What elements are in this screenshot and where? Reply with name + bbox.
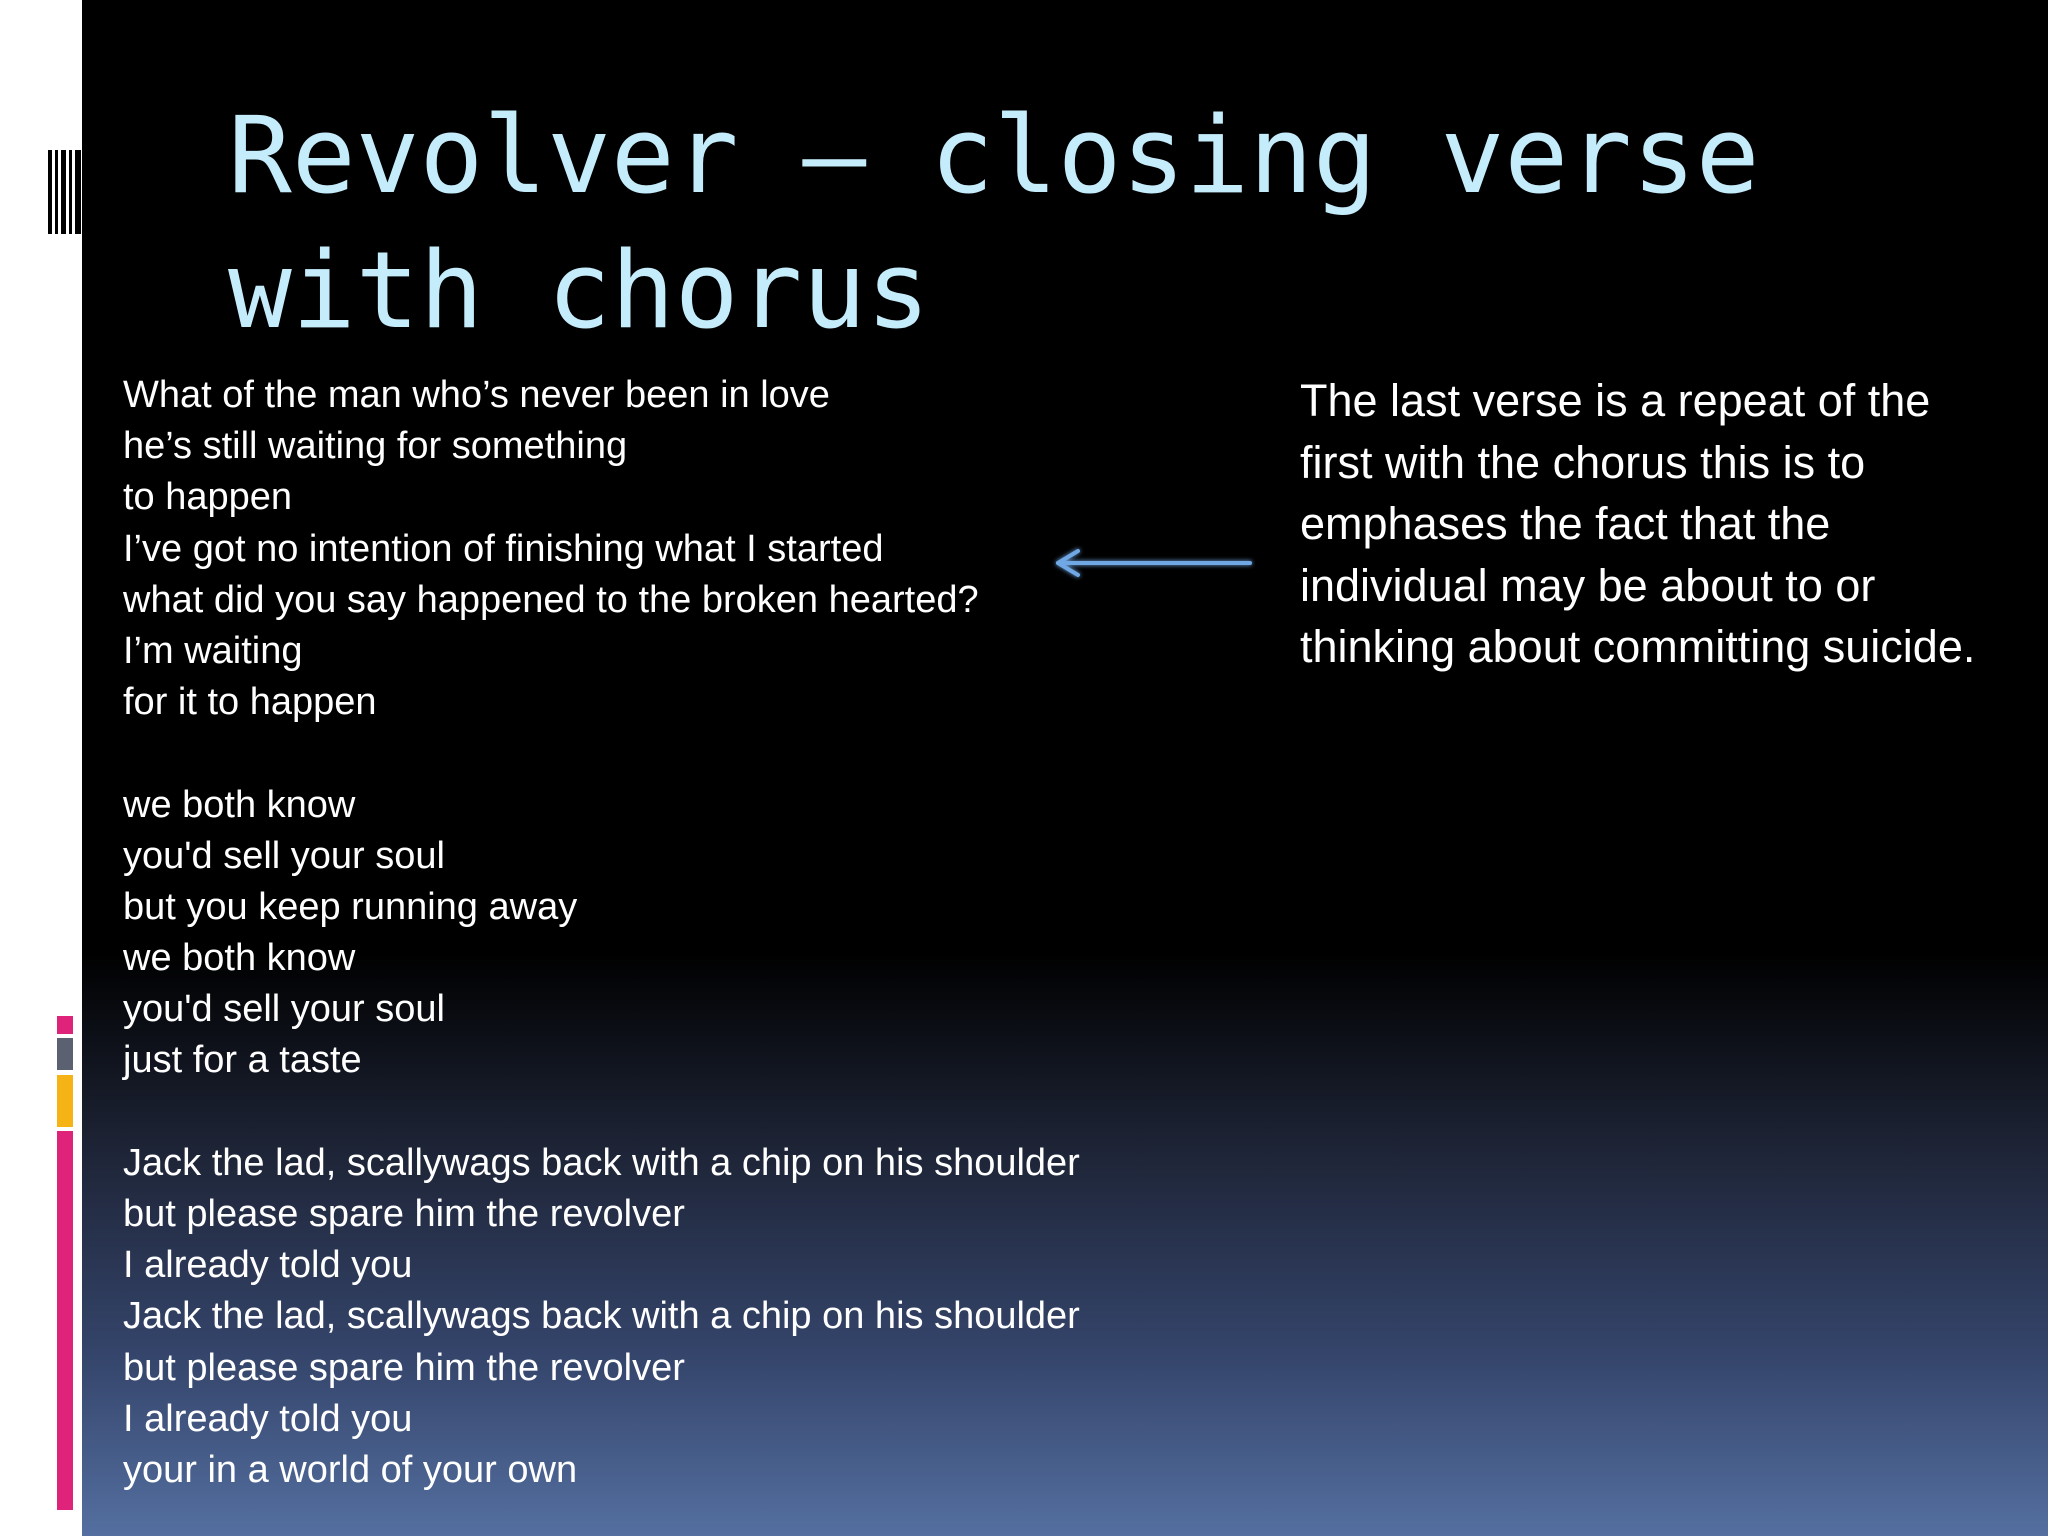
accent-bar-gold	[57, 1075, 73, 1127]
stanza-gap	[123, 1087, 1163, 1138]
title-line-1: Revolver – closing verse	[228, 94, 1760, 217]
lyric-line: but please spare him the revolver	[123, 1193, 685, 1235]
lyric-line: he’s still waiting for something	[123, 425, 628, 468]
accent-bar-gray	[57, 1038, 73, 1070]
lyric-line: What of the man who’s never been in love	[123, 374, 830, 416]
lyric-line: Jack the lad, scallywags back with a chip on his shoulder	[123, 1141, 1080, 1184]
accent-bar-magenta-small	[57, 1016, 73, 1034]
lyric-line: for it to happen	[123, 681, 377, 724]
lyric-line: your in a world of your own	[123, 1448, 578, 1491]
decor-stripes	[48, 150, 82, 234]
lyric-line: Jack the lad, scallywags back with a chip on his shoulder	[123, 1295, 1080, 1338]
lyric-line: I already told you	[123, 1244, 413, 1287]
lyric-line: you'd sell your soul	[123, 988, 445, 1031]
lyric-line: we both know	[123, 783, 356, 826]
lyric-line: we both know	[123, 937, 356, 980]
title-line-2: with chorus	[228, 229, 930, 352]
lyric-line: but please spare him the revolver	[123, 1346, 685, 1389]
lyric-line: to happen	[123, 476, 293, 519]
lyric-line: what did you say happened to the broken hearted?	[123, 578, 979, 621]
lyric-line: I already told you	[123, 1397, 413, 1440]
accent-bar-magenta	[57, 1131, 73, 1510]
slide-title	[228, 88, 1928, 358]
commentary-note: The last verse is a repeat of the first with the chorus this is to emphases the fact that the individual may be about to or thinking about committing suicide.	[1300, 375, 1976, 672]
lyric-line: you'd sell your soul	[123, 834, 445, 877]
lyric-line: but you keep running away	[123, 885, 578, 928]
left-arrow-icon	[1050, 545, 1255, 581]
stanza-gap	[123, 728, 1163, 779]
lyric-line: I’ve got no intention of finishing what I started	[123, 527, 884, 570]
lyric-line: I’m waiting	[123, 629, 303, 672]
lyric-line: just for a taste	[123, 1039, 362, 1082]
lyrics-block	[123, 370, 1163, 1496]
